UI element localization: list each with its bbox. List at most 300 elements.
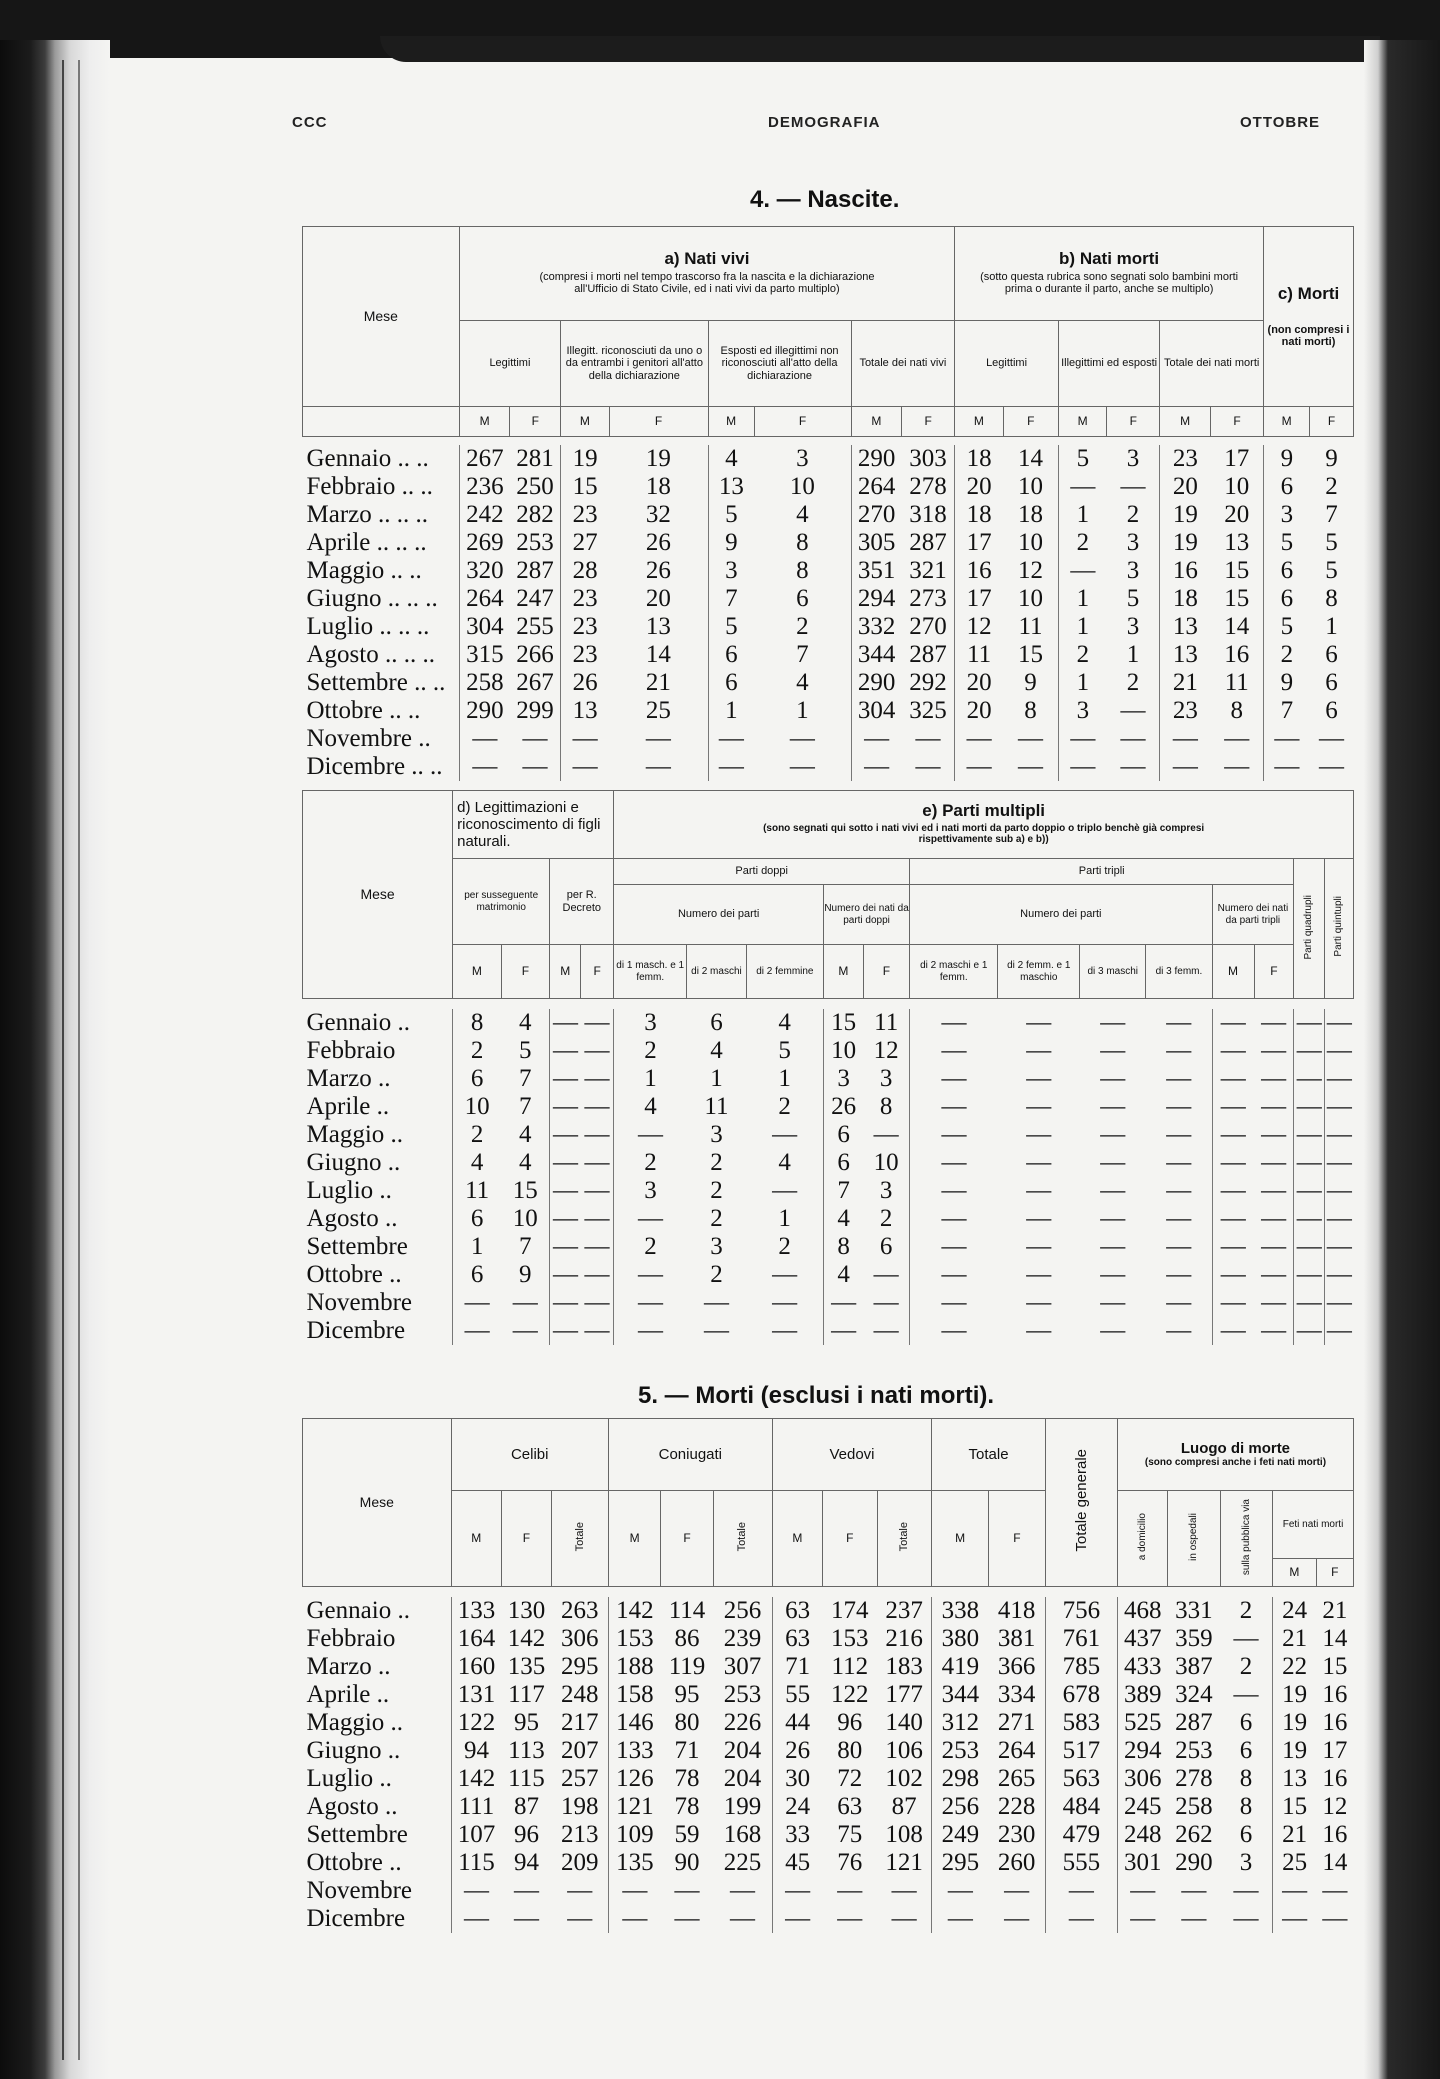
cell-value: 1 [708, 697, 754, 725]
cell-value: — [1166, 1288, 1192, 1316]
cell-value: 6 [453, 1065, 502, 1093]
scan-right-edge [1364, 40, 1440, 2079]
cell-value: 131 [451, 1681, 501, 1709]
table-row [303, 1765, 1354, 1793]
cell-value: — [459, 725, 510, 753]
cell-value: 7 [708, 585, 754, 613]
cell-value: 3 [710, 1232, 723, 1260]
cell-value: 2 [614, 1149, 687, 1177]
cell-value: 287 [1175, 1708, 1213, 1736]
cell-value: 433 [1117, 1653, 1167, 1681]
cell-value: 1 [778, 1064, 791, 1092]
cell-value: 307 [723, 1652, 762, 1680]
cell-value: 108 [885, 1820, 923, 1848]
cell-value: 4 [778, 1148, 791, 1176]
cell-value: 1 [778, 1204, 791, 1232]
cell-value: 294 [851, 585, 902, 613]
cell-value: 8 [1239, 1764, 1253, 1792]
cell-value: 11 [453, 1177, 502, 1205]
cell-value: 23 [561, 641, 609, 669]
cell-value: — [1325, 1205, 1354, 1233]
cell-value: 3 [796, 444, 809, 472]
table-row [303, 1149, 1354, 1177]
cell-value: — [1026, 1036, 1052, 1064]
cell-value: 305 [851, 529, 902, 557]
cell-value: 2 [1058, 529, 1106, 557]
table-row [303, 641, 1354, 669]
col-b-legittimi: Legittimi [955, 321, 1059, 407]
cell-value: 6 [710, 1008, 723, 1036]
cell-value: 255 [516, 612, 554, 640]
cell-value: 20 [1160, 473, 1211, 501]
cell-value: — [1166, 1316, 1192, 1344]
cell-value: 265 [997, 1764, 1036, 1792]
cell-value: 380 [932, 1625, 989, 1653]
totale-generale-label: Totale generale [1072, 1449, 1090, 1552]
cell-value: 1 [1058, 585, 1106, 613]
cell-value: 188 [608, 1653, 660, 1681]
cell-value: — [584, 1148, 610, 1176]
col-f: F [902, 407, 955, 437]
cell-value: — [614, 1289, 687, 1317]
cell-value: — [910, 1233, 998, 1261]
cell-value: 468 [1117, 1597, 1167, 1625]
running-title: DEMOGRAFIA [768, 114, 881, 131]
cell-value: — [550, 1289, 581, 1317]
col-domicilio [1117, 1491, 1167, 1587]
cell-value: 5 [1325, 528, 1338, 556]
cell-value: 366 [997, 1652, 1036, 1680]
cell-value: 4 [518, 1120, 532, 1148]
cell-value: — [729, 1904, 755, 1932]
cell-value: 525 [1117, 1709, 1167, 1737]
cell-value: 121 [885, 1848, 923, 1876]
cell-value: 273 [909, 584, 947, 612]
cell-value: — [1325, 1065, 1354, 1093]
cell-value: 381 [997, 1624, 1036, 1652]
cell-value: — [837, 1904, 863, 1932]
cell-value: — [1160, 753, 1211, 781]
cell-value: 6 [879, 1232, 893, 1260]
cell-value: 312 [932, 1709, 989, 1737]
cell-value: 94 [451, 1737, 501, 1765]
cell-value: 160 [451, 1653, 501, 1681]
cell-value: — [459, 753, 510, 781]
table-row [303, 473, 1354, 501]
cell-value: — [584, 1288, 610, 1316]
cell-value: — [584, 1204, 610, 1232]
cell-value: — [824, 1317, 864, 1345]
cell-value: 13 [708, 473, 754, 501]
table-row [303, 1261, 1354, 1289]
cell-value: — [1100, 1036, 1126, 1064]
cell-value: 198 [560, 1792, 599, 1820]
cell-value: — [1319, 724, 1345, 752]
month-label: Maggio .. .. [306, 556, 422, 584]
cell-value: 4 [518, 1148, 532, 1176]
cell-value: — [1264, 725, 1310, 753]
cell-value: — [584, 1260, 610, 1288]
cell-value: 263 [560, 1596, 599, 1624]
pubblica-via-label: sulla pubblica via [1240, 1498, 1252, 1575]
cell-value: 479 [1045, 1821, 1117, 1849]
cell-value: — [772, 1316, 798, 1344]
cell-value: 761 [1045, 1625, 1117, 1653]
cell-value: 7 [518, 1092, 532, 1120]
cell-value: — [1264, 753, 1310, 781]
cell-value: 126 [608, 1765, 660, 1793]
month-label: Aprile .. .. .. [306, 528, 427, 556]
cell-value: 107 [451, 1821, 501, 1849]
cell-value: 4 [824, 1261, 864, 1289]
cell-value: 6 [1239, 1820, 1253, 1848]
cell-value: 13 [1160, 641, 1211, 669]
month-label: Dicembre .. .. [306, 752, 443, 780]
cell-value: 23 [1160, 697, 1211, 725]
table-row [303, 753, 1354, 781]
cell-value: 228 [997, 1792, 1036, 1820]
cell-value: 242 [459, 501, 510, 529]
cell-value: — [522, 724, 548, 752]
cell-value: — [550, 1233, 581, 1261]
cell-value: 26 [772, 1737, 822, 1765]
group-title: a) Nati vivi [664, 249, 750, 269]
cell-value: — [1261, 1148, 1287, 1176]
cell-value: 109 [608, 1821, 660, 1849]
cell-value: — [1120, 696, 1146, 724]
cell-value: 306 [560, 1624, 599, 1652]
cell-value: 262 [1175, 1820, 1213, 1848]
cell-value: 18 [955, 501, 1003, 529]
cell-value: 315 [459, 641, 510, 669]
col-numero-parti-tripli: Numero dei parti [910, 885, 1212, 945]
table-row [303, 725, 1354, 753]
col-3f: di 3 femm. [1146, 945, 1212, 999]
cell-value: 10 [453, 1093, 502, 1121]
group-parti-multipli [614, 791, 1354, 859]
cell-value: 209 [560, 1848, 599, 1876]
cell-value: 332 [851, 613, 902, 641]
cell-value: — [1120, 472, 1146, 500]
cell-value: 25 [645, 696, 671, 724]
cell-value: 6 [1325, 696, 1338, 724]
cell-value: — [1233, 1904, 1259, 1932]
cell-value: 278 [1175, 1764, 1213, 1792]
month-label: Novembre [306, 1288, 413, 1316]
cell-value: — [955, 753, 1003, 781]
cell-value: 318 [909, 500, 947, 528]
cell-value: 8 [796, 556, 809, 584]
cell-value: 135 [608, 1849, 660, 1877]
month-label: Febbraio [306, 1036, 396, 1064]
month-label: Marzo .. .. .. [306, 500, 428, 528]
cell-value: — [1325, 1121, 1354, 1149]
cell-value: 86 [674, 1624, 700, 1652]
cell-value: 303 [909, 444, 947, 472]
col-m: M [824, 945, 864, 999]
col-mese: Mese [303, 791, 453, 999]
cell-value: 44 [772, 1709, 822, 1737]
cell-value: — [1045, 1877, 1117, 1905]
totale-label: Totale [573, 1522, 586, 1552]
cell-value: 2 [710, 1148, 723, 1176]
cell-value: 8 [879, 1092, 893, 1120]
cell-value: 267 [459, 445, 510, 473]
cell-value: 80 [674, 1708, 700, 1736]
cell-value: 4 [710, 1036, 723, 1064]
cell-value: 16 [1322, 1764, 1348, 1792]
cell-value: 14 [1322, 1848, 1348, 1876]
cell-value: 17 [1224, 444, 1250, 472]
col-numero-parti-doppi: Numero dei parti [614, 885, 824, 945]
col-pubblica-via [1220, 1491, 1272, 1587]
group-celibi: Celibi [451, 1419, 608, 1491]
col-b-totale: Totale dei nati morti [1160, 321, 1264, 407]
cell-value: — [1181, 1876, 1207, 1904]
cell-value: 15 [561, 473, 609, 501]
cell-value: 344 [851, 641, 902, 669]
cell-value: 71 [674, 1736, 700, 1764]
cell-value: 27 [561, 529, 609, 557]
cell-value: — [1325, 1289, 1354, 1317]
month-label: Agosto .. [306, 1792, 398, 1820]
cell-value: — [614, 1317, 687, 1345]
cell-value: — [1294, 1009, 1325, 1037]
cell-value: — [772, 1260, 798, 1288]
cell-value: — [910, 1205, 998, 1233]
cell-value: — [873, 1316, 899, 1344]
cell-value: 22 [1273, 1653, 1317, 1681]
col-parti-tripli: Parti tripli [910, 859, 1294, 885]
cell-value: 1 [614, 1065, 687, 1093]
cell-value: 213 [560, 1820, 599, 1848]
cell-value: 249 [932, 1821, 989, 1849]
col-f: F [501, 1491, 551, 1587]
cell-value: — [1322, 1904, 1348, 1932]
table-row [303, 697, 1354, 725]
cell-value: — [1100, 1120, 1126, 1148]
cell-value: 304 [851, 697, 902, 725]
cell-value: — [1166, 1148, 1192, 1176]
col-f: F [661, 1491, 713, 1587]
cell-value: — [645, 724, 671, 752]
col-b-illegittimi: Illegittimi ed esposti [1058, 321, 1159, 407]
month-label: Gennaio .. [306, 1008, 410, 1036]
cell-value: 19 [1273, 1681, 1317, 1709]
cell-value: — [1166, 1204, 1192, 1232]
spacer-row [303, 999, 1354, 1009]
cell-value: — [1261, 1092, 1287, 1120]
cell-value: 9 [1264, 445, 1310, 473]
cell-value: 19 [561, 445, 609, 473]
cell-value: 3 [879, 1064, 893, 1092]
table-row [303, 557, 1354, 585]
cell-value: 11 [874, 1008, 899, 1036]
cell-value: — [1100, 1316, 1126, 1344]
table-row [303, 1597, 1354, 1625]
cell-value: 5 [1126, 584, 1140, 612]
col-f: F [754, 407, 851, 437]
cell-value: 4 [518, 1008, 532, 1036]
cell-value: — [1273, 1905, 1317, 1933]
cell-value: — [1058, 753, 1106, 781]
cell-value: 12 [955, 613, 1003, 641]
cell-value: 106 [885, 1736, 923, 1764]
cell-value: 418 [997, 1596, 1036, 1624]
cell-value: 115 [451, 1849, 501, 1877]
cell-value: — [584, 1232, 610, 1260]
cell-value: 20 [955, 697, 1003, 725]
cell-value: — [451, 1877, 501, 1905]
table-row [303, 1317, 1354, 1345]
cell-value: 299 [516, 696, 554, 724]
cell-value: — [1160, 725, 1211, 753]
month-label: Giugno .. [306, 1148, 401, 1176]
cell-value: 158 [608, 1681, 660, 1709]
cell-value: — [550, 1261, 581, 1289]
cell-value: — [1166, 1064, 1192, 1092]
cell-value: 5 [1058, 445, 1106, 473]
month-label: Gennaio .. .. [306, 444, 429, 472]
group-morti [1264, 227, 1354, 407]
cell-value: — [550, 1177, 581, 1205]
cell-value: 290 [1175, 1848, 1213, 1876]
table-row [303, 501, 1354, 529]
cell-value: 10 [512, 1204, 538, 1232]
cell-value: 6 [453, 1261, 502, 1289]
cell-value: 2 [710, 1260, 723, 1288]
cell-value: 23 [1160, 445, 1211, 473]
cell-value: 8 [1239, 1792, 1253, 1820]
cell-value: — [1026, 1288, 1052, 1316]
cell-value: — [1058, 473, 1106, 501]
blank-cell [303, 407, 460, 437]
cell-value: 15 [1322, 1652, 1348, 1680]
cell-value: — [1294, 1177, 1325, 1205]
col-m: M [1160, 407, 1211, 437]
cell-value: — [1058, 725, 1106, 753]
cell-value: — [1004, 1876, 1030, 1904]
cell-value: — [1261, 1120, 1287, 1148]
cell-value: — [1261, 1316, 1287, 1344]
cell-value: — [1224, 752, 1250, 780]
col-nati-parti-tripli: Numero dei nati da parti tripli [1212, 885, 1294, 945]
month-label: Agosto .. .. .. [306, 640, 435, 668]
cell-value: 266 [516, 640, 554, 668]
cell-value: — [1026, 1092, 1052, 1120]
cell-value: — [1294, 1093, 1325, 1121]
cell-value: — [1325, 1037, 1354, 1065]
cell-value: 111 [451, 1793, 501, 1821]
cell-value: 295 [560, 1652, 599, 1680]
cell-value: — [772, 1905, 822, 1933]
cell-value: — [789, 724, 815, 752]
cell-value: — [1212, 1289, 1254, 1317]
col-totale-vivi: Totale dei nati vivi [851, 321, 955, 407]
cell-value: 12 [873, 1036, 899, 1064]
cell-value: — [708, 725, 754, 753]
table-row [303, 529, 1354, 557]
cell-value: 267 [516, 668, 554, 696]
cell-value: — [1294, 1317, 1325, 1345]
cell-value: — [1212, 1065, 1254, 1093]
cell-value: 270 [851, 501, 902, 529]
cell-value: — [550, 1149, 581, 1177]
month-label: Aprile .. [306, 1680, 390, 1708]
group-coniugati: Coniugati [608, 1419, 772, 1491]
cell-value: 245 [1117, 1793, 1167, 1821]
cell-value: 517 [1045, 1737, 1117, 1765]
cell-value: — [1120, 752, 1146, 780]
cell-value: 15 [512, 1176, 538, 1204]
cell-value: 135 [507, 1652, 546, 1680]
cell-value: 278 [909, 472, 947, 500]
cell-value: 2 [778, 1092, 791, 1120]
cell-value: 199 [723, 1792, 762, 1820]
cell-value: — [1325, 1149, 1354, 1177]
cell-value: 11 [704, 1092, 729, 1120]
month-label: Febbraio .. .. [306, 472, 433, 500]
section-title-births: 4. — Nascite. [750, 186, 900, 213]
group-note: (compresi i morti nel tempo trascorso fra la nascita e la dichiarazione all'Ufficio di Stato Civile, ed i nati vivi da parto multiplo) [539, 270, 875, 296]
cell-value: 133 [608, 1737, 660, 1765]
cell-value: 264 [851, 473, 902, 501]
col-f: F [863, 945, 909, 999]
cell-value: 756 [1045, 1597, 1117, 1625]
table-row [303, 1093, 1354, 1121]
cell-value: 344 [932, 1681, 989, 1709]
col-f: F [1310, 407, 1354, 437]
col-quadrupli [1294, 859, 1325, 999]
col-m: M [459, 407, 510, 437]
cell-value: — [584, 1092, 610, 1120]
cell-value: 2 [453, 1121, 502, 1149]
cell-value: 96 [837, 1708, 863, 1736]
cell-value: 19 [1273, 1737, 1317, 1765]
cell-value: — [561, 725, 609, 753]
cell-value: — [851, 753, 902, 781]
cell-value: 1 [796, 696, 809, 724]
cell-value: 1 [1126, 640, 1140, 668]
cell-value: — [1166, 1232, 1192, 1260]
cell-value: 563 [1045, 1765, 1117, 1793]
cell-value: — [915, 724, 941, 752]
month-label: Gennaio .. [306, 1596, 410, 1624]
cell-value: 484 [1045, 1793, 1117, 1821]
col-2m1f: di 2 maschi e 1 femm. [910, 945, 998, 999]
cell-value: 3 [708, 557, 754, 585]
cell-value: — [1100, 1092, 1126, 1120]
cell-value: — [567, 1904, 593, 1932]
cell-value: 3 [1126, 556, 1140, 584]
col-esposti: Esposti ed illegittimi non riconosciuti all'atto della dichiarazione [708, 321, 851, 407]
col-f: F [581, 945, 614, 999]
cell-value: 112 [831, 1652, 869, 1680]
month-label: Settembre [306, 1820, 408, 1848]
cell-value: — [1294, 1289, 1325, 1317]
cell-value: 253 [1175, 1736, 1213, 1764]
cell-value: 216 [885, 1624, 923, 1652]
cell-value: 6 [824, 1149, 864, 1177]
cell-value: — [512, 1316, 538, 1344]
cell-value: — [1233, 1624, 1259, 1652]
cell-value: — [1325, 1093, 1354, 1121]
table-row [303, 1121, 1354, 1149]
table-row [303, 1233, 1354, 1261]
cell-value: 75 [837, 1820, 863, 1848]
cell-value: 287 [909, 640, 947, 668]
cell-value: 6 [796, 584, 809, 612]
